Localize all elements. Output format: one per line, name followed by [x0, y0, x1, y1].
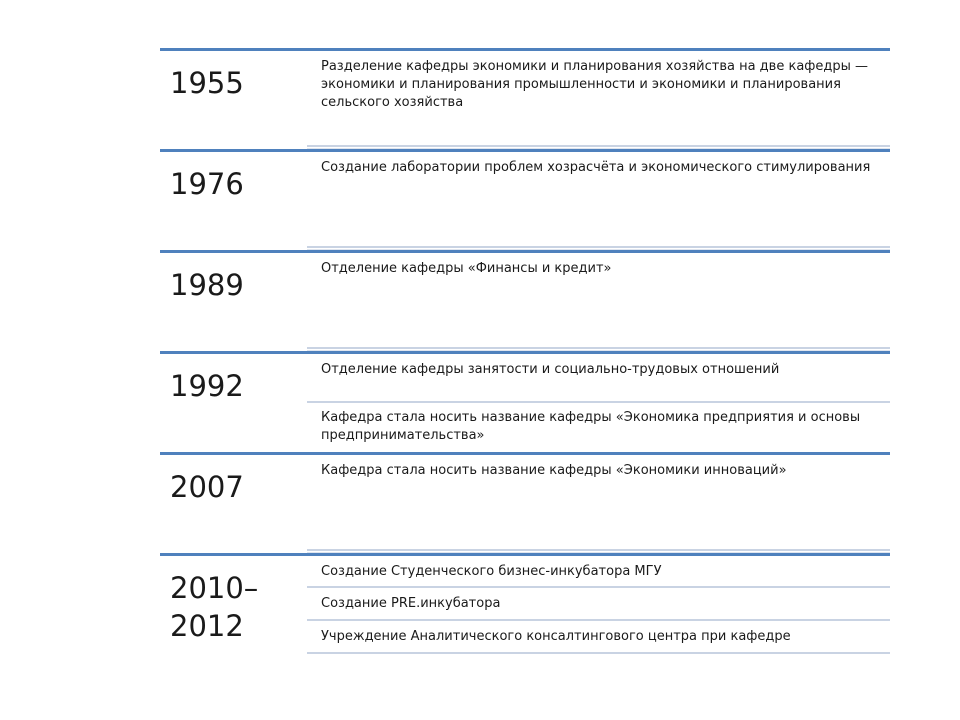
event-item	[307, 589, 890, 622]
timeline-group-2010-2012	[160, 553, 890, 655]
timeline-group-1992	[160, 351, 890, 452]
event-text: Создание лаборатории проблем хозрасчёта и экономического стимулирования	[321, 160, 871, 175]
event-item	[307, 622, 890, 655]
event-item	[307, 149, 890, 250]
event-text: Кафедра стала носить название кафедры «Экономики инноваций»	[321, 463, 787, 478]
event-text: Создание Студенческого бизнес-инкубатора МГУ	[321, 564, 662, 579]
year-label: 1989	[170, 268, 244, 302]
timeline-group-1976	[160, 149, 890, 250]
event-text: Разделение кафедры экономики и планирования хозяйства на две кафедры — экономики и планирования промышленности и экономики и планирования сельского хозяйства	[321, 59, 869, 110]
event-item	[307, 351, 890, 404]
event-item	[307, 48, 890, 149]
event-text: Отделение кафедры «Финансы и кредит»	[321, 261, 612, 276]
event-item	[307, 553, 890, 589]
event-item	[307, 452, 890, 553]
year-label: 1955	[170, 66, 244, 100]
event-item	[307, 250, 890, 351]
event-text: Отделение кафедры занятости и социально-трудовых отношений	[321, 362, 780, 377]
timeline-group-2007	[160, 452, 890, 553]
year-label: 2007	[170, 470, 244, 504]
timeline-group-1955	[160, 48, 890, 149]
event-text: Создание PRE.инкубатора	[321, 596, 501, 611]
event-text: Кафедра стала носить название кафедры «Экономика предприятия и основы предпринимательства»	[321, 410, 861, 443]
year-label: 1976	[170, 167, 244, 201]
year-label: 1992	[170, 369, 244, 403]
year-label: 2010–2012	[170, 571, 259, 643]
timeline-group-1989	[160, 250, 890, 351]
event-text: Учреждение Аналитического консалтингового центра при кафедре	[321, 629, 791, 644]
event-item	[307, 404, 890, 452]
event-divider	[307, 652, 890, 655]
